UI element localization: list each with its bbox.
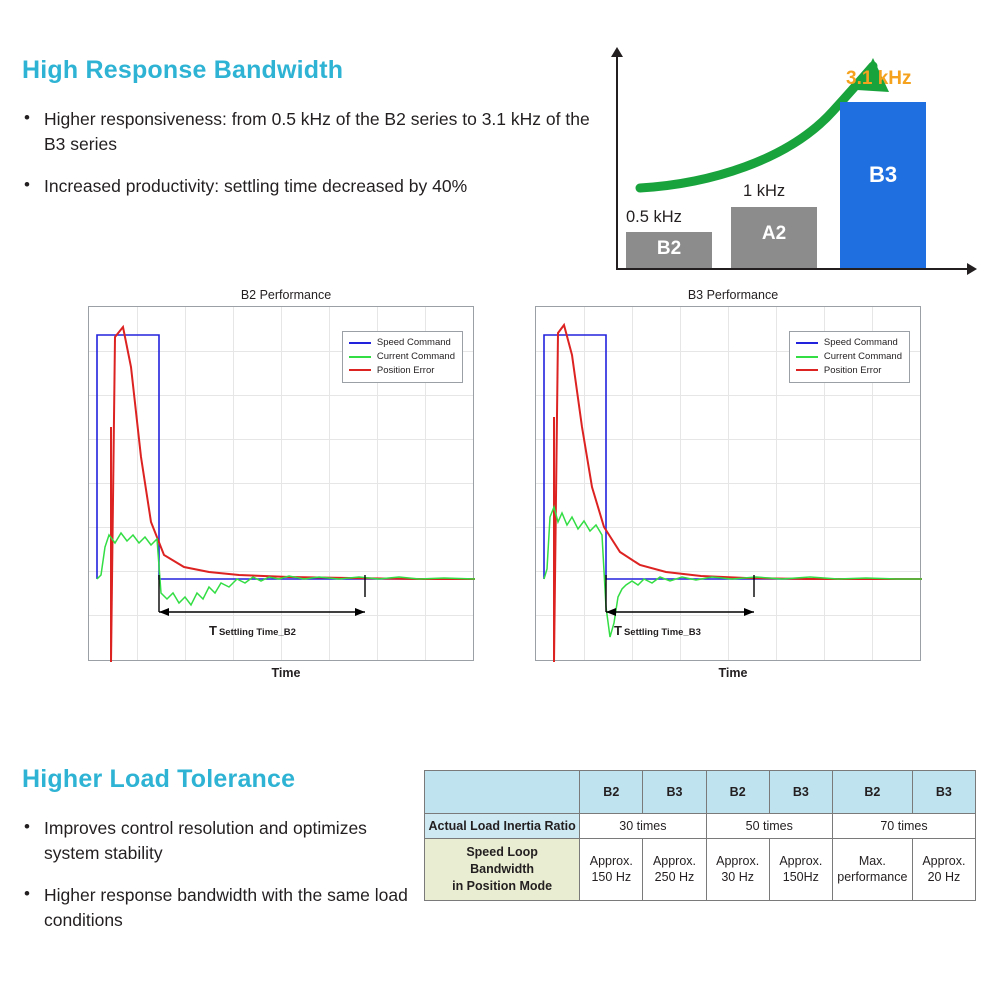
- page-title-high-response: High Response Bandwidth: [22, 56, 344, 84]
- legend-swatch-position-error: [349, 369, 371, 371]
- cell-line: 150 Hz: [591, 870, 632, 885]
- table-header-cell: B3: [643, 771, 706, 814]
- settling-time-subscript: Settling Time_B2: [218, 627, 296, 638]
- settling-time-symbol: T: [614, 623, 622, 638]
- perf-chart-b2-plot: [88, 306, 474, 661]
- legend-label: Position Error: [823, 364, 882, 376]
- table-body: [425, 814, 976, 901]
- bar-b2-label: B2: [656, 238, 682, 259]
- legend-label: Position Error: [376, 364, 435, 376]
- table-header-cell: B3: [912, 771, 975, 814]
- bar-b2: [626, 232, 712, 268]
- cell-line: performance: [837, 870, 908, 885]
- row-header-speed-loop-bandwidth: [425, 839, 580, 901]
- table-row: [425, 771, 976, 814]
- settling-time-subscript: Settling Time_B3: [623, 627, 701, 638]
- table-header-cell: B3: [769, 771, 832, 814]
- cell-line: 30 Hz: [721, 870, 754, 885]
- bar-a2-label: A2: [761, 223, 787, 244]
- perf-chart-b3: [535, 288, 931, 684]
- table-row: [425, 814, 976, 839]
- cell-line: Approx.: [779, 854, 823, 869]
- perf-chart-b2-title: B2 Performance: [240, 288, 332, 302]
- list-item: • Improves control resolution and optimizes system stability: [22, 816, 412, 867]
- table-cell: 50 times: [706, 814, 832, 839]
- table-row: [425, 839, 976, 901]
- perf-chart-b3-plot: [535, 306, 921, 661]
- legend-label: Current Command: [376, 350, 455, 362]
- cell-line: 150Hz: [782, 870, 819, 885]
- table-cell: [580, 839, 643, 901]
- legend-swatch-current-command: [349, 356, 371, 358]
- row-header-inertia-ratio: Actual Load Inertia Ratio: [425, 814, 580, 839]
- high-response-bullets: [22, 107, 592, 199]
- legend-swatch-speed-command: [796, 342, 818, 344]
- row-header-line: Speed Loop: [466, 845, 538, 859]
- table-header-cell: B2: [580, 771, 643, 814]
- row-header-line: in Position Mode: [452, 878, 553, 893]
- bar-a2: [731, 207, 817, 268]
- cell-line: 20 Hz: [927, 870, 961, 885]
- table-header-cell: B2: [832, 771, 912, 814]
- table-header: [425, 771, 976, 814]
- legend-label: Speed Command: [376, 337, 451, 348]
- cell-line: 250 Hz: [654, 870, 695, 885]
- legend-item: [349, 364, 455, 378]
- cell-line: Approx.: [716, 854, 760, 869]
- table-cell: [706, 839, 769, 901]
- list-item: • Higher response bandwidth with the same load conditions: [22, 883, 412, 934]
- legend-label: Current Command: [823, 350, 902, 362]
- legend-item: [796, 364, 902, 378]
- perf-chart-b2-legend: [342, 331, 463, 383]
- page-title-higher-load: Higher Load Tolerance: [22, 765, 296, 793]
- settling-time-label-b3: [614, 623, 701, 638]
- perf-chart-b3-title: B3 Performance: [687, 288, 779, 302]
- cell-line: Approx.: [652, 854, 697, 869]
- perf-chart-b3-xlabel: Time: [718, 666, 748, 680]
- bar-b3: [840, 102, 926, 268]
- list-item: • Higher responsiveness: from 0.5 kHz of the B2 series to 3.1 kHz of the B3 series: [22, 107, 592, 158]
- perf-chart-b2: [88, 288, 484, 684]
- legend-swatch-position-error: [796, 369, 818, 371]
- perf-chart-b3-legend: [789, 331, 910, 383]
- bar-b2-value: 0.5 kHz: [626, 208, 682, 226]
- legend-swatch-current-command: [796, 356, 818, 358]
- cell-line: Max.: [858, 854, 886, 869]
- table-cell: 70 times: [832, 814, 975, 839]
- perf-chart-b2-xlabel: Time: [271, 666, 301, 680]
- legend-label: Speed Command: [823, 337, 898, 348]
- settling-time-label-b2: [209, 623, 296, 638]
- legend-item: [796, 336, 902, 350]
- table-cell: [912, 839, 975, 901]
- high-response-section: [22, 56, 592, 215]
- legend-item: [796, 350, 902, 364]
- cell-line: Approx.: [922, 854, 966, 869]
- table-cell: [832, 839, 912, 901]
- cell-line: Approx.: [589, 854, 633, 869]
- bandwidth-bar-chart: [608, 52, 976, 277]
- table-header-blank: [425, 771, 580, 814]
- bar-b3-value: 3.1 kHz: [846, 68, 912, 89]
- list-item: • Increased productivity: settling time decreased by 40%: [22, 174, 592, 199]
- table-cell: [643, 839, 706, 901]
- row-header-line: Bandwidth: [470, 861, 535, 876]
- legend-item: [349, 336, 455, 350]
- higher-load-bullets: [22, 816, 412, 934]
- settling-time-symbol: T: [209, 623, 217, 638]
- table-cell: [769, 839, 832, 901]
- table-header-cell: B2: [706, 771, 769, 814]
- load-tolerance-table: [424, 770, 976, 901]
- table-cell: 30 times: [580, 814, 706, 839]
- bar-a2-value: 1 kHz: [743, 182, 786, 200]
- legend-swatch-speed-command: [349, 342, 371, 344]
- legend-item: [349, 350, 455, 364]
- higher-load-tolerance-section: [22, 765, 412, 950]
- bar-b3-label: B3: [868, 162, 898, 187]
